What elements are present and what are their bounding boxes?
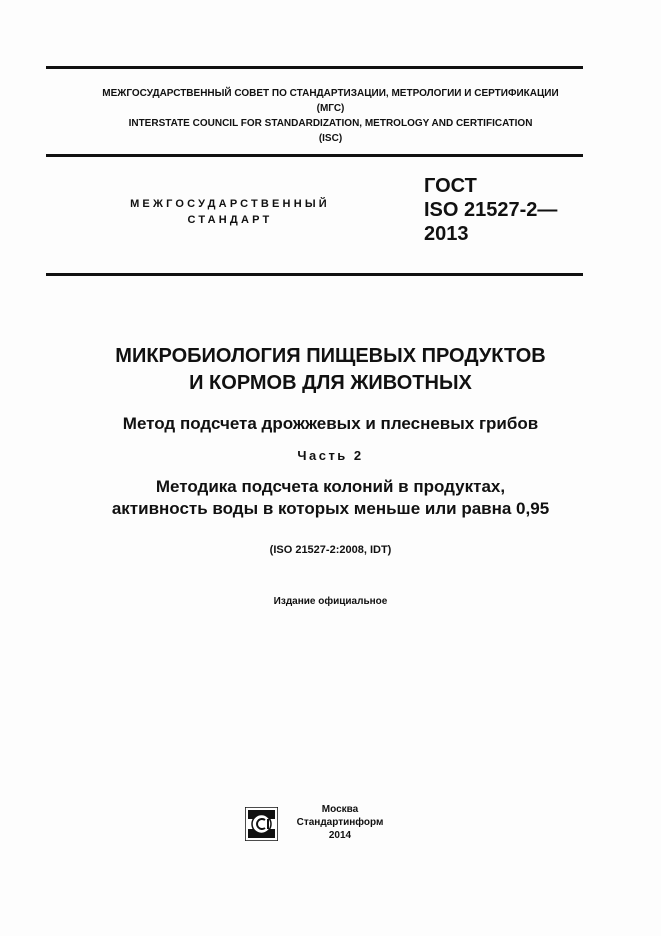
iso-reference: (ISO 21527-2:2008, IDT) xyxy=(269,544,392,556)
designation-block xyxy=(424,174,557,246)
council-en-abbr: (ISC) xyxy=(318,133,343,144)
designation-iso: ISO 21527-2— xyxy=(424,199,558,221)
method-title xyxy=(0,476,661,520)
publisher-city: Москва xyxy=(321,804,359,815)
method-title-line2: активность воды в которых меньше или равна 0,95 xyxy=(111,499,550,518)
part-label: Часть 2 xyxy=(297,448,364,463)
council-en: INTERSTATE COUNCIL FOR STANDARDIZATION, METROLOGY AND CERTIFICATION xyxy=(128,118,533,129)
council-ru-abbr: (МГС) xyxy=(316,103,345,114)
main-title-line2: И КОРМОВ ДЛЯ ЖИВОТНЫХ xyxy=(189,372,472,394)
publisher-year: 2014 xyxy=(328,830,352,841)
designation-gost: ГОСТ xyxy=(424,175,477,197)
designation-year: 2013 xyxy=(424,223,469,245)
publisher-name: Стандартинформ xyxy=(296,817,384,828)
subtitle: Метод подсчета дрожжевых и плесневых грибов xyxy=(122,414,539,433)
main-title-line1: МИКРОБИОЛОГИЯ ПИЩЕВЫХ ПРОДУКТОВ xyxy=(115,345,546,367)
method-title-line1: Методика подсчета колоний в продуктах, xyxy=(155,477,506,496)
main-title xyxy=(0,343,661,397)
publisher-block xyxy=(290,803,390,842)
designation-rule xyxy=(46,273,583,276)
council-block xyxy=(0,86,661,146)
council-rule xyxy=(46,154,583,157)
standard-type-line1: МЕЖГОСУДАРСТВЕННЫЙ xyxy=(130,198,330,210)
council-ru: МЕЖГОСУДАРСТВЕННЫЙ СОВЕТ ПО СТАНДАРТИЗАЦИИ, МЕТРОЛОГИИ И СЕРТИФИКАЦИИ xyxy=(102,88,559,99)
standard-type-line2: СТАНДАРТ xyxy=(187,214,273,226)
edition-label: Издание официальное xyxy=(273,596,388,607)
standartinform-logo-icon xyxy=(245,807,278,841)
top-rule xyxy=(46,66,583,69)
